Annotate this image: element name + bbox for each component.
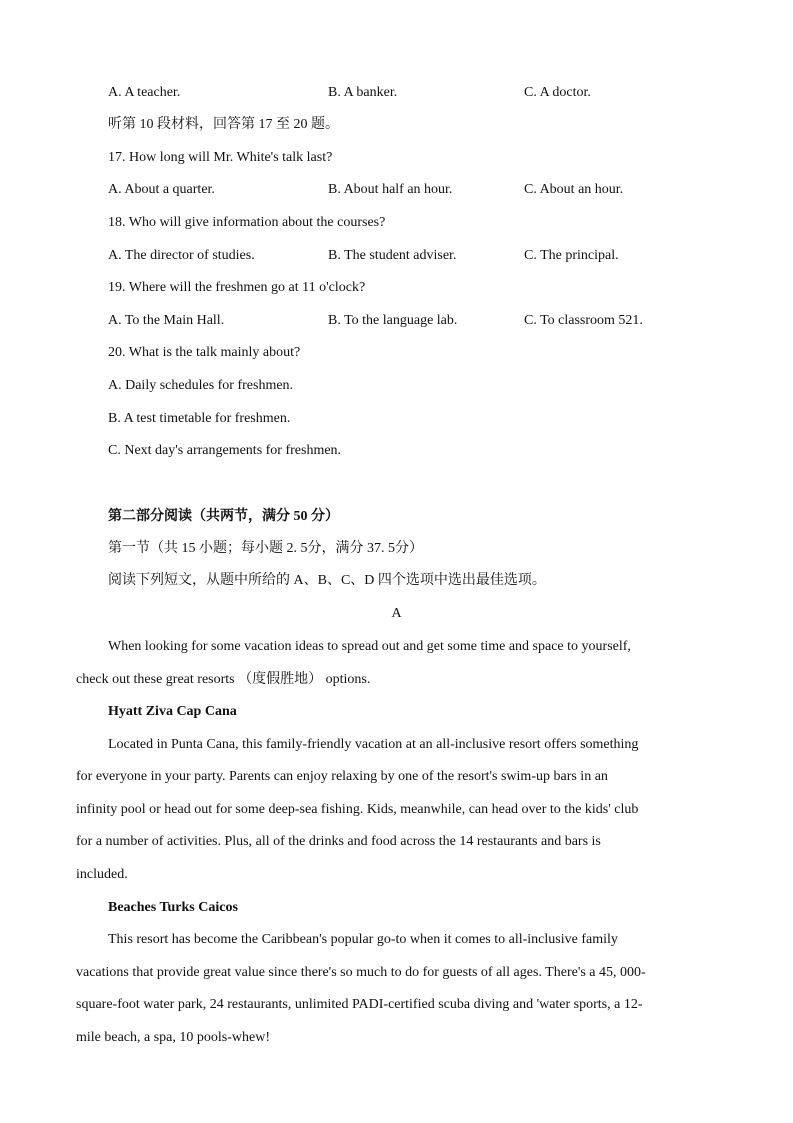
q20-option-a: A. Daily schedules for freshmen. [108, 378, 294, 393]
q18-question: 18. Who will give information about the courses? [108, 215, 386, 230]
q17-option-b: B. About half an hour. [328, 182, 453, 197]
q16-option-b: B. A banker. [328, 85, 398, 100]
passage-label: A [391, 606, 402, 621]
section10-intro: 听第 10 段材料，回答第 17 至 20 题。 [108, 117, 339, 132]
passage-intro-line-2: check out these great resorts （度假胜地） options. [76, 672, 371, 687]
q18-option-b: B. The student adviser. [328, 248, 457, 263]
q19-question: 19. Where will the freshmen go at 11 o'clock? [108, 280, 366, 295]
resort2-name: Beaches Turks Caicos [108, 900, 238, 915]
part2-instructions: 阅读下列短文，从题中所给的 A、B、C、D 四个选项中选出最佳选项。 [108, 573, 546, 588]
part2-section1: 第一节（共 15 小题；每小题 2. 5分，满分 37. 5分） [108, 541, 423, 556]
q18-option-a: A. The director of studies. [108, 248, 255, 263]
q20-option-b: B. A test timetable for freshmen. [108, 411, 291, 426]
q19-option-c: C. To classroom 521. [524, 313, 643, 328]
resort1-line-5: included. [76, 867, 128, 882]
q17-option-a: A. About a quarter. [108, 182, 215, 197]
q20-option-c: C. Next day's arrangements for freshmen. [108, 443, 342, 458]
q16-option-a: A. A teacher. [108, 85, 181, 100]
q16-option-c: C. A doctor. [524, 85, 591, 100]
q17-option-c: C. About an hour. [524, 182, 624, 197]
part2-title: 第二部分阅读（共两节，满分 50 分） [108, 509, 339, 524]
resort1-name: Hyatt Ziva Cap Cana [108, 704, 237, 719]
q19-option-a: A. To the Main Hall. [108, 313, 225, 328]
resort2-line-2: vacations that provide great value since there's so much to do for guests of all ages. There's a 45, 000- [76, 965, 646, 980]
resort2-line-1: This resort has become the Caribbean's popular go-to when it comes to all-inclusive family [108, 932, 618, 947]
resort2-line-4: mile beach, a spa, 10 pools-whew! [76, 1030, 270, 1045]
resort1-line-1: Located in Punta Cana, this family-friendly vacation at an all-inclusive resort offers something [108, 737, 639, 752]
q18-option-c: C. The principal. [524, 248, 619, 263]
resort1-line-3: infinity pool or head out for some deep-sea fishing. Kids, meanwhile, can head over to the kids' club [76, 802, 639, 817]
passage-intro-line-1: When looking for some vacation ideas to spread out and get some time and space to yourself, [108, 639, 631, 654]
q20-question: 20. What is the talk mainly about? [108, 345, 301, 360]
resort1-line-2: for everyone in your party. Parents can enjoy relaxing by one of the resort's swim-up bars in an [76, 769, 608, 784]
resort1-line-4: for a number of activities. Plus, all of the drinks and food across the 14 restaurants and bars is [76, 834, 601, 849]
q17-question: 17. How long will Mr. White's talk last? [108, 150, 333, 165]
resort2-line-3: square-foot water park, 24 restaurants, unlimited PADI-certified scuba diving and 'water sports, a 12- [76, 997, 643, 1012]
q19-option-b: B. To the language lab. [328, 313, 458, 328]
